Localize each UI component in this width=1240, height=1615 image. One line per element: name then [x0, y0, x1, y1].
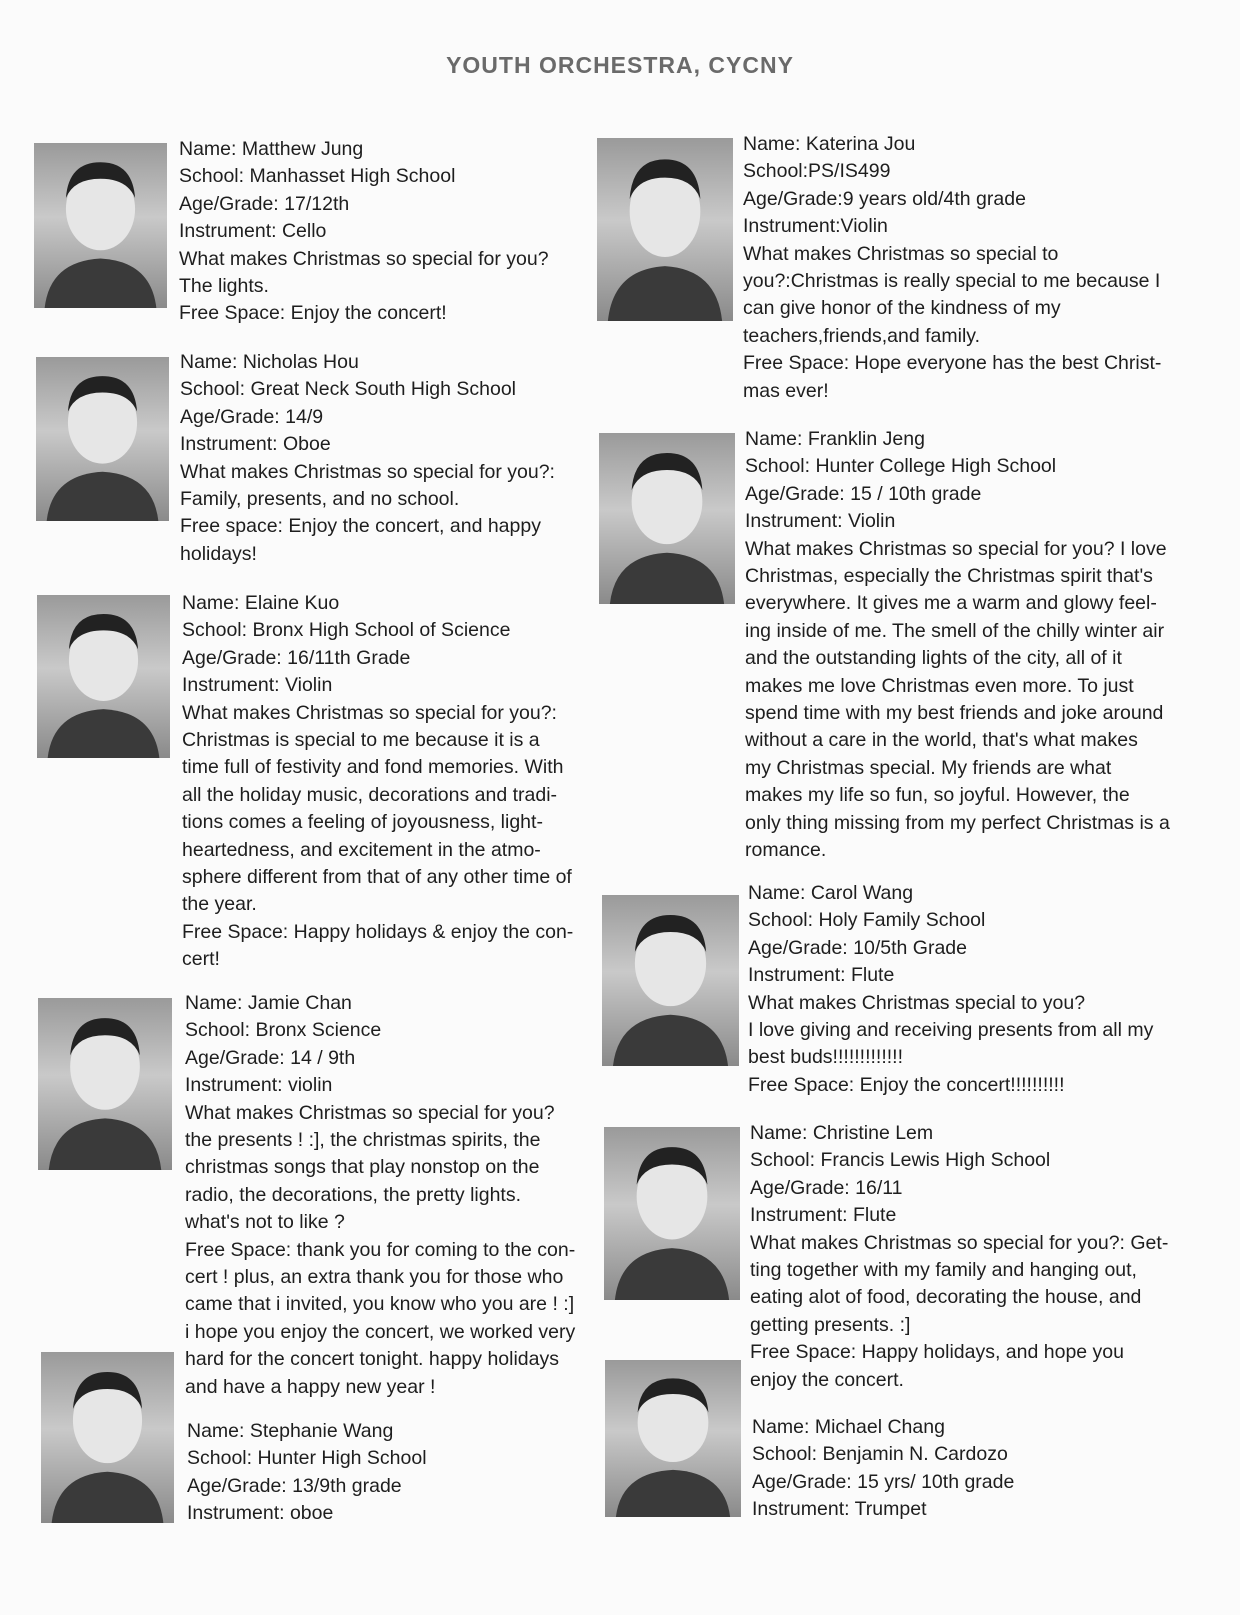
bio-line: Name: Elaine Kuo	[182, 592, 340, 614]
bio-line: Name: Stephanie Wang	[187, 1420, 394, 1442]
bio-line: all the holiday music, decorations and tradi-	[182, 783, 558, 806]
bio-line: I love giving and receiving presents from all my	[748, 1019, 1154, 1042]
bio-line: Instrument: Trumpet	[752, 1498, 927, 1521]
bio-line: and the outstanding lights of the city, all of it	[745, 647, 1122, 670]
bio-text	[745, 426, 1195, 865]
bio-line: Free Space: Happy holidays & enjoy the con-	[182, 920, 574, 943]
bio-text	[748, 880, 1188, 1099]
portrait-silhouette	[41, 1352, 174, 1523]
bio-line: What makes Christmas so special for you?	[179, 247, 549, 270]
bio-line: Instrument: violin	[185, 1074, 333, 1097]
bio-line: time full of festivity and fond memories. With	[182, 756, 564, 779]
bio-line: Name: Jamie Chan	[185, 992, 352, 1014]
bio-text	[750, 1120, 1195, 1394]
bio-line: Instrument: Violin	[182, 674, 333, 697]
bio-line: What makes Christmas so special for you?	[185, 1101, 555, 1124]
bio-line: Name: Christine Lem	[750, 1122, 934, 1144]
bio-line: School: Bronx High School of Science	[182, 619, 511, 642]
portrait-silhouette	[34, 143, 167, 308]
bio-line: came that i invited, you know who you are ! :]	[185, 1293, 575, 1316]
bio-line: Instrument: oboe	[187, 1502, 334, 1525]
portrait-silhouette	[605, 1360, 741, 1517]
bio-line: Age/Grade: 14/9	[180, 405, 324, 428]
bio-line: Age/Grade: 15 yrs/ 10th grade	[752, 1470, 1015, 1493]
bio-line: School: Hunter College High School	[745, 455, 1057, 478]
bio-line: Family, presents, and no school.	[180, 488, 460, 511]
portrait-silhouette	[37, 595, 170, 758]
portrait-photo	[599, 433, 735, 604]
bio-line: my Christmas special. My friends are what	[745, 756, 1112, 779]
bio-line: What makes Christmas so special for you?:	[182, 701, 557, 724]
bio-line: only thing missing from my perfect Christmas is a	[745, 811, 1170, 834]
bio-line: Age/Grade: 10/5th Grade	[748, 936, 967, 959]
bio-line: Name: Michael Chang	[752, 1416, 945, 1438]
bio-line: School: Holy Family School	[748, 909, 986, 932]
bio-line: Instrument: Oboe	[180, 433, 331, 456]
bio-line: Instrument: Violin	[745, 510, 896, 533]
bio-line: tions comes a feeling of joyousness, light-	[182, 811, 543, 834]
bio-line: Age/Grade: 15 / 10th grade	[745, 482, 982, 505]
bio-line: without a care in the world, that's what makes	[745, 729, 1138, 752]
bio-line: Christmas, especially the Christmas spirit that's	[745, 565, 1153, 588]
bio-line: christmas songs that play nonstop on the	[185, 1156, 540, 1179]
bio-line: enjoy the concert.	[750, 1368, 904, 1391]
bio-line: Age/Grade:9 years old/4th grade	[743, 187, 1026, 210]
bio-line: sphere different from that of any other time of	[182, 866, 572, 889]
bio-line: cert!	[182, 948, 220, 971]
bio-text	[185, 990, 595, 1401]
bio-line: best buds!!!!!!!!!!!!!	[748, 1046, 903, 1069]
portrait-silhouette	[599, 433, 735, 604]
portrait-photo	[37, 595, 170, 758]
portrait-photo	[605, 1360, 741, 1517]
bio-line: School:PS/IS499	[743, 160, 891, 183]
bio-line: can give honor of the kindness of my	[743, 297, 1061, 320]
bio-line: i hope you enjoy the concert, we worked very	[185, 1320, 576, 1343]
bio-line: Free Space: Enjoy the concert!	[179, 302, 447, 325]
bio-line: everywhere. It gives me a warm and glowy feel-	[745, 592, 1157, 615]
bio-line: School: Hunter High School	[187, 1447, 427, 1470]
bio-text	[187, 1418, 587, 1528]
portrait-photo	[36, 357, 169, 521]
bio-line: cert ! plus, an extra thank you for those who	[185, 1266, 564, 1289]
bio-line: What makes Christmas special to you?	[748, 991, 1086, 1014]
bio-line: What makes Christmas so special for you? I love	[745, 537, 1167, 560]
bio-line: Age/Grade: 13/9th grade	[187, 1474, 402, 1497]
bio-line: Instrument: Flute	[748, 964, 895, 987]
bio-line: the presents ! :], the christmas spirits, the	[185, 1129, 541, 1152]
bio-line: Name: Nicholas Hou	[180, 351, 359, 373]
bio-line: heartedness, and excitement in the atmo-	[182, 838, 541, 861]
bio-line: Free space: Enjoy the concert, and happy	[180, 515, 541, 538]
bio-line: romance.	[745, 839, 827, 862]
bio-text	[180, 349, 580, 568]
bio-line: and have a happy new year !	[185, 1375, 436, 1398]
bio-line: School: Bronx Science	[185, 1019, 382, 1042]
page-title: YOUTH ORCHESTRA, CYCNY	[446, 52, 794, 78]
bio-line: getting presents. :]	[750, 1313, 911, 1336]
bio-line: Free Space: Happy holidays, and hope you	[750, 1341, 1124, 1364]
bio-line: hard for the concert tonight. happy holidays	[185, 1348, 559, 1371]
portrait-photo	[38, 998, 172, 1170]
bio-line: Name: Matthew Jung	[179, 138, 364, 160]
bio-line: School: Great Neck South High School	[180, 378, 517, 401]
bio-line: eating alot of food, decorating the house, and	[750, 1286, 1142, 1309]
bio-line: makes me love Christmas even more. To just	[745, 674, 1134, 697]
bio-line: ting together with my family and hanging out,	[750, 1259, 1137, 1282]
bio-line: What makes Christmas so special for you?:	[180, 460, 555, 483]
portrait-silhouette	[36, 357, 169, 521]
bio-line: What makes Christmas so special to	[743, 242, 1059, 265]
bio-line: makes my life so fun, so joyful. However, the	[745, 784, 1130, 807]
bio-line: Name: Franklin Jeng	[745, 428, 925, 450]
bio-line: Instrument: Cello	[179, 220, 327, 243]
portrait-photo	[602, 895, 739, 1066]
bio-line: Free Space: Enjoy the concert!!!!!!!!!!	[748, 1073, 1065, 1096]
bio-line: Instrument: Flute	[750, 1204, 897, 1227]
bio-line: teachers,friends,and family.	[743, 324, 980, 347]
portrait-photo	[597, 138, 733, 321]
bio-line: Age/Grade: 16/11th Grade	[182, 646, 411, 669]
bio-line: holidays!	[180, 542, 257, 565]
bio-line: School: Francis Lewis High School	[750, 1149, 1051, 1172]
portrait-silhouette	[602, 895, 739, 1066]
bio-line: Age/Grade: 16/11	[750, 1176, 903, 1199]
bio-line: Free Space: Hope everyone has the best Christ-	[743, 352, 1162, 375]
bio-line: mas ever!	[743, 379, 829, 402]
portrait-photo	[41, 1352, 174, 1523]
portrait-silhouette	[604, 1127, 740, 1300]
bio-line: The lights.	[179, 275, 269, 298]
bio-line: What makes Christmas so special for you?: Get-	[750, 1231, 1169, 1254]
bio-text	[182, 590, 592, 974]
bio-line: Free Space: thank you for coming to the con-	[185, 1238, 576, 1261]
bio-line: the year.	[182, 893, 257, 916]
bio-text	[179, 136, 579, 328]
bio-line: ing inside of me. The smell of the chilly winter air	[745, 619, 1165, 642]
bio-line: spend time with my best friends and joke around	[745, 702, 1164, 725]
bio-line: School: Benjamin N. Cardozo	[752, 1443, 1008, 1466]
bio-line: Name: Carol Wang	[748, 882, 914, 904]
portrait-silhouette	[38, 998, 172, 1170]
bio-line: what's not to like ?	[185, 1211, 345, 1234]
bio-line: Age/Grade: 17/12th	[179, 192, 350, 215]
bio-line: Age/Grade: 14 / 9th	[185, 1046, 356, 1069]
bio-line: radio, the decorations, the pretty lights.	[185, 1183, 522, 1206]
portrait-photo	[34, 143, 167, 308]
bio-line: you?:Christmas is really special to me because I	[743, 270, 1161, 293]
bio-line: School: Manhasset High School	[179, 165, 456, 188]
bio-line: Instrument:Violin	[743, 215, 888, 238]
portrait-photo	[604, 1127, 740, 1300]
bio-line: Christmas is special to me because it is a	[182, 729, 540, 752]
portrait-silhouette	[597, 138, 733, 321]
bio-line: Name: Katerina Jou	[743, 133, 916, 155]
bio-text	[752, 1414, 1192, 1524]
bio-text	[743, 131, 1183, 405]
